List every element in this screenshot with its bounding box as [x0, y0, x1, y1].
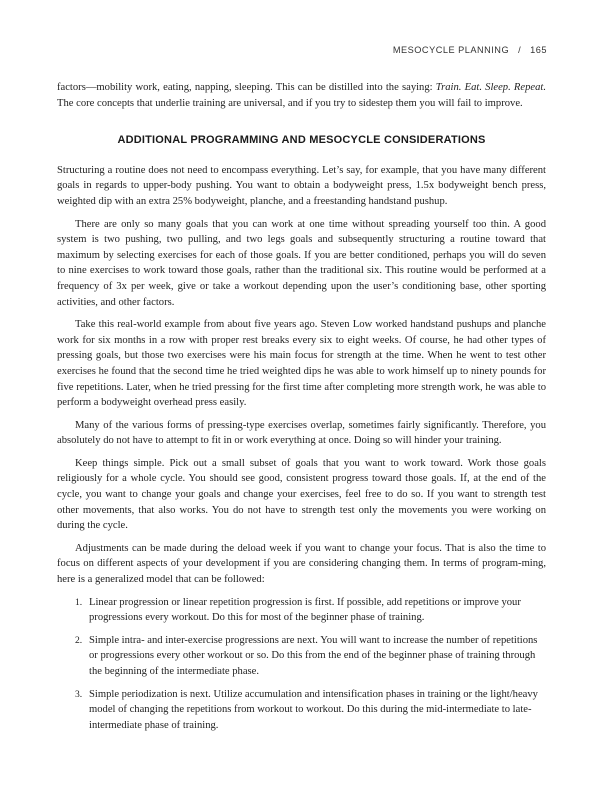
paragraph: Keep things simple. Pick out a small subset of goals that you want to work toward. Work those goals religiously for a whole cycle. You should see good, consistent progress toward those goals. If, at the end of the cycle, you want to change your goals and change your exercises, feel free to do so. If you want to strength test other movements, that also works. You do not have to strength test only the movements you were working on during the cycle.: [57, 457, 546, 532]
list-item-text: Simple periodization is next. Utilize accumulation and intensification phases in training or the light/heavy model of changing the repetitions from workout to workout. Do this during the mid-intermediate to late-intermediate phase of training.: [89, 688, 538, 731]
list-item: [57, 595, 546, 626]
list-item: [57, 687, 546, 734]
numbered-list: [57, 595, 546, 734]
body-text: [57, 80, 546, 740]
list-item-number: 1.: [75, 596, 83, 608]
paragraph: Structuring a routine does not need to encompass everything. Let’s say, for example, that you have many different goals in regards to upper-body pushing. You want to obtain a bodyweight press, 1.5x bodyweight bench press, weighted dip with an extra 25% bodyweight, planche, and a freestanding handstand pushup.: [57, 164, 546, 207]
header-separator: /: [518, 45, 522, 55]
intro-paragraph: [57, 80, 546, 111]
paragraph: Adjustments can be made during the deload week if you want to change your focus. That is also the time to focus on different aspects of your development if you are considering changing them. In terms of program-ming, here is a generalized model that can be followed:: [57, 542, 546, 586]
list-item-number: 2.: [75, 634, 83, 646]
section-heading: ADDITIONAL PROGRAMMING AND MESOCYCLE CONSIDERATIONS: [117, 134, 486, 147]
list-item-number: 3.: [75, 688, 83, 700]
paragraph: Many of the various forms of pressing-type exercises overlap, sometimes fairly significantly. Therefore, you absolutely do not have to attempt to fit in or work everything at once. Doing so will hinder your training.: [57, 419, 546, 447]
intro-text: factors—mobility work, eating, napping, sleeping. This can be distilled into the saying:: [57, 82, 436, 93]
list-item-text: Simple intra- and inter-exercise progressions are next. You will want to increase the number of repetitions or progressions every other workout or so. Do this from the end of the beginner phase of training through the beginning of the intermediate phase.: [89, 634, 538, 677]
paragraph: There are only so many goals that you can work at one time without spreading yourself too thin. A good system is two pushing, two pulling, and two legs goals and subsequently structuring a routine toward that maximum by selecting exercises for each of those goals. If you are better conditioned, perhaps you will do seven to nine exercises to work toward those goals, rather than the traditional six. This routine would be performed at a frequency of 3x per week, give or take a workout depending upon the user’s conditioning base, other sporting activities, and other factors.: [57, 218, 546, 308]
list-item: [57, 633, 546, 680]
paragraph: Take this real-world example from about five years ago. Steven Low worked handstand pushups and planche work for six months in a row with proper rest breaks every six to eight weeks. Of course, he had other types of pressing goals, but those two exercises were his main focus for strength at the time. When he went to test other exercises he found that the second time he tried weighted dips he was able to work himself up to ninety pounds for five repetitions. Later, when he tried pressing for the first time after completing more strength work, he was able to perform a bodyweight overhead press easily.: [57, 319, 546, 409]
list-item-text: Linear progression or linear repetition progression is first. If possible, add repetitions or improve your progressions every workout. Do this for most of the beginner phase of training.: [89, 596, 521, 624]
intro-continuation: The core concepts that underlie training are universal, and if you try to sidestep them you will fail to improve.: [57, 97, 523, 109]
running-header: [393, 45, 547, 55]
header-section-title: MESOCYCLE PLANNING: [392, 45, 510, 55]
page-number: 165: [530, 45, 547, 55]
intro-saying: Train. Eat. Sleep. Repeat.: [435, 82, 546, 93]
